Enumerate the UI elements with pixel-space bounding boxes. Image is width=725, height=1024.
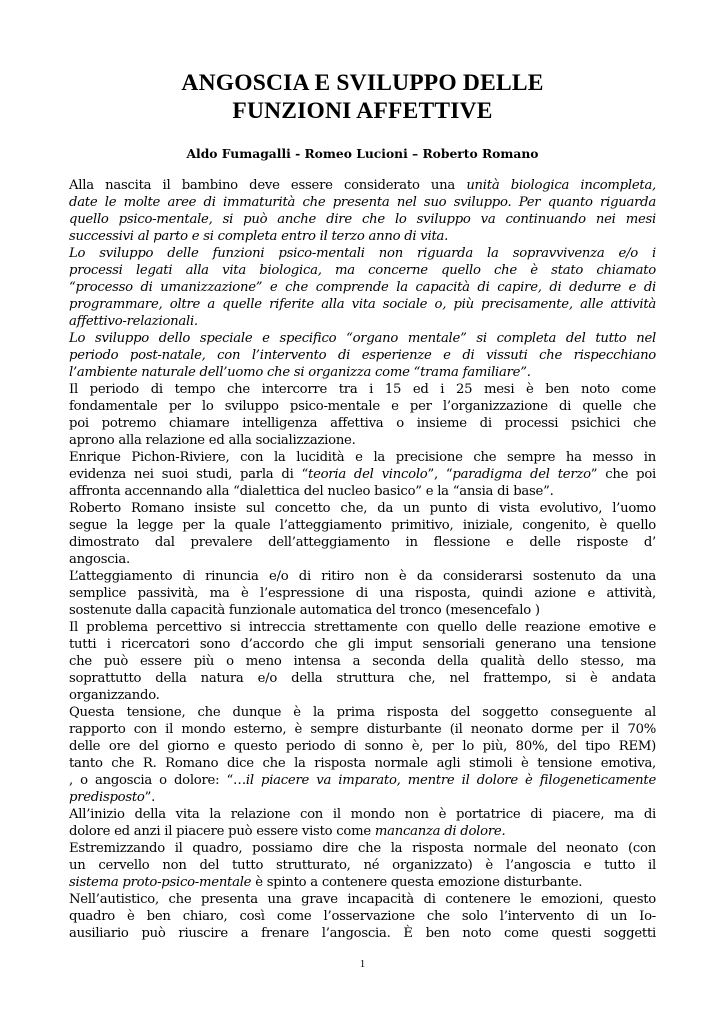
text-segment: fondamentale per lo sviluppo psico-mentale e per l’organizzazione di quelle che — [69, 399, 656, 414]
italic-text-segment: processi legati alla vita biologica, ma concerne quello che è stato chiamato — [69, 263, 656, 278]
text-line — [69, 262, 656, 279]
text-line — [69, 415, 656, 432]
text-line — [69, 857, 656, 874]
italic-text-segment: Lo sviluppo delle funzioni psico-mentali non riguarda la sopravvivenza e/o i — [69, 246, 656, 261]
text-line — [69, 194, 656, 211]
text-segment: ausiliario può riuscire a frenare l’angoscia. È ben noto come questi soggetti — [69, 926, 656, 941]
italic-text-segment: programmare, oltre a quelle riferite alla vita sociale o, più precisamente, alle attività — [69, 297, 656, 312]
text-segment: dimostrato dal prevalere dell’atteggiamento in flessione e delle risposte d’ — [69, 535, 656, 550]
text-line — [69, 483, 656, 500]
italic-text-segment: il piacere va imparato, mentre il dolore è filogeneticamente — [245, 773, 656, 788]
text-line — [69, 245, 656, 262]
document-title-line-1: ANGOSCIA E SVILUPPO DELLE — [181, 70, 544, 96]
text-segment: Il periodo di tempo che intercorre tra i 15 ed i 25 mesi è ben noto come — [69, 382, 656, 397]
text-segment: tanto che R. Romano dice che la risposta normale agli stimoli è tensione emotiva, — [69, 756, 656, 771]
text-segment: Alla nascita il bambino deve essere considerato una — [69, 178, 467, 193]
text-segment: affronta accennando alla “dialettica del nucleo basico” e la “ansia di base”. — [69, 484, 554, 499]
text-segment: un cervello non del tutto strutturato, né organizzato) è l’angoscia e tutto il — [69, 858, 656, 873]
text-segment: sostenute dalla capacità funzionale automatica del tronco (mesencefalo ) — [69, 603, 540, 618]
italic-text-segment: sistema proto-psico-mentale — [69, 875, 252, 890]
italic-text-segment: periodo post-natale, con l’intervento di esperienze e di vissuti che rispecchiano — [69, 348, 656, 363]
text-line — [69, 364, 656, 381]
text-segment: Estremizzando il quadro, possiamo dire che la risposta normale del neonato (con — [69, 841, 656, 856]
page-number: 1 — [359, 958, 366, 970]
text-line — [69, 228, 656, 245]
text-line — [69, 296, 656, 313]
text-line — [69, 568, 656, 585]
italic-text-segment: paradigma del terzo — [452, 467, 591, 482]
text-line — [69, 755, 656, 772]
text-segment: Roberto Romano insiste sul concetto che, da un punto di vista evolutivo, l’uomo — [69, 501, 656, 516]
text-line — [69, 432, 656, 449]
text-segment: ”, “ — [427, 467, 453, 482]
text-segment: aprono alla relazione ed alla socializzazione. — [69, 433, 356, 448]
italic-text-segment: unità biologica incompleta, — [466, 178, 657, 193]
text-line — [69, 466, 656, 483]
text-segment: All’inizio della vita la relazione con il mondo non è portatrice di piacere, ma di — [69, 807, 656, 822]
text-line — [69, 636, 656, 653]
text-segment: segue la legge per la quale l’atteggiamento primitivo, iniziale, congenito, è quello — [69, 518, 656, 533]
text-line — [69, 687, 656, 704]
text-line — [69, 840, 656, 857]
text-line — [69, 925, 656, 942]
text-line — [69, 891, 656, 908]
text-segment: quadro è ben chiaro, così come l’osservazione che solo l’intervento di un Io- — [69, 909, 656, 924]
text-line — [69, 619, 656, 636]
text-segment: Il problema percettivo si intreccia strettamente con quello delle reazione emotive e — [69, 620, 656, 635]
authors-line: Aldo Fumagalli - Romeo Lucioni – Roberto Romano — [186, 146, 539, 161]
text-segment: dolore ed anzi il piacere può essere visto come — [69, 824, 375, 839]
text-segment: delle ore del giorno e questo periodo di sonno è, per lo più, 80%, del tipo REM) — [69, 739, 656, 754]
text-segment: Enrique Pichon-Riviere, con la lucidità e la precisione che sempre ha messo in — [69, 450, 656, 465]
text-line — [69, 602, 656, 619]
text-line — [69, 738, 656, 755]
italic-text-segment: date le molte aree di immaturità che presenta nel suo sviluppo. Per quanto riguarda — [69, 195, 656, 210]
text-line — [69, 381, 656, 398]
text-segment: ” che poi — [590, 467, 657, 482]
italic-text-segment: teoria del vincolo — [308, 467, 428, 482]
text-segment: L’atteggiamento di rinuncia e/o di ritiro non è da considerarsi sostenuto da una — [69, 569, 656, 584]
italic-text-segment: successivi al parto e si completa entro il terzo anno di vita. — [69, 229, 449, 244]
text-line — [69, 772, 656, 789]
italic-text-segment: “processo di umanizzazione” e che comprende la capacità di capire, di dedurre e di — [69, 280, 656, 295]
text-line — [69, 806, 656, 823]
text-line — [69, 585, 656, 602]
text-line — [69, 823, 656, 840]
text-line — [69, 789, 656, 806]
text-segment: tutti i ricercatori sono d’accordo che gli imput sensoriali generano una tensione — [69, 637, 656, 652]
italic-text-segment: predisposto — [69, 790, 145, 805]
text-segment: evidenza nei suoi studi, parla di “ — [69, 467, 309, 482]
text-line — [69, 534, 656, 551]
text-line — [69, 330, 656, 347]
italic-text-segment: mancanza di dolore. — [374, 824, 506, 839]
text-line — [69, 177, 656, 194]
text-line — [69, 449, 656, 466]
text-line — [69, 279, 656, 296]
italic-text-segment: quello psico-mentale, si può anche dire che lo sviluppo va continuando nei mesi — [69, 212, 656, 227]
text-line — [69, 874, 656, 891]
text-line — [69, 721, 656, 738]
text-segment: Questa tensione, che dunque è la prima risposta del soggetto conseguente al — [69, 705, 656, 720]
text-line — [69, 908, 656, 925]
italic-text-segment: Lo sviluppo dello speciale e specifico “organo mentale” si completa del tutto nel — [69, 331, 656, 346]
text-line — [69, 704, 656, 721]
text-segment: semplice passività, ma è l’espressione di una risposta, quindi azione e attività, — [69, 586, 656, 601]
document-title-line-2: FUNZIONI AFFETTIVE — [232, 98, 493, 124]
italic-text-segment: l’ambiente naturale dell’uomo che si organizza come “trama familiare”. — [69, 365, 531, 380]
text-line — [69, 653, 656, 670]
text-segment: rapporto con il mondo esterno, è sempre disturbante (il neonato dorme per il 70% — [69, 722, 656, 737]
text-segment: organizzando. — [69, 688, 160, 703]
text-line — [69, 517, 656, 534]
text-line — [69, 670, 656, 687]
text-segment: che può essere più o meno intensa a seconda della qualità dello stesso, ma — [69, 654, 656, 669]
text-line — [69, 313, 656, 330]
body-text — [69, 177, 656, 942]
text-line — [69, 500, 656, 517]
text-line — [69, 551, 656, 568]
text-segment: angoscia. — [69, 552, 130, 567]
text-segment: poi potremo chiamare intelligenza affettiva o insieme di processi psichici che — [69, 416, 656, 431]
text-line — [69, 398, 656, 415]
text-segment: ”. — [144, 790, 156, 805]
text-line — [69, 347, 656, 364]
text-segment: soprattutto della natura e/o della struttura che, nel frattempo, si è andata — [69, 671, 656, 686]
text-segment: Nell’autistico, che presenta una grave incapacità di contenere le emozioni, questo — [69, 892, 656, 907]
italic-text-segment: affettivo-relazionali. — [69, 314, 198, 329]
text-segment: è spinto a contenere questa emozione disturbante. — [251, 875, 583, 890]
text-segment: , o angoscia o dolore: “… — [69, 773, 246, 788]
text-line — [69, 211, 656, 228]
